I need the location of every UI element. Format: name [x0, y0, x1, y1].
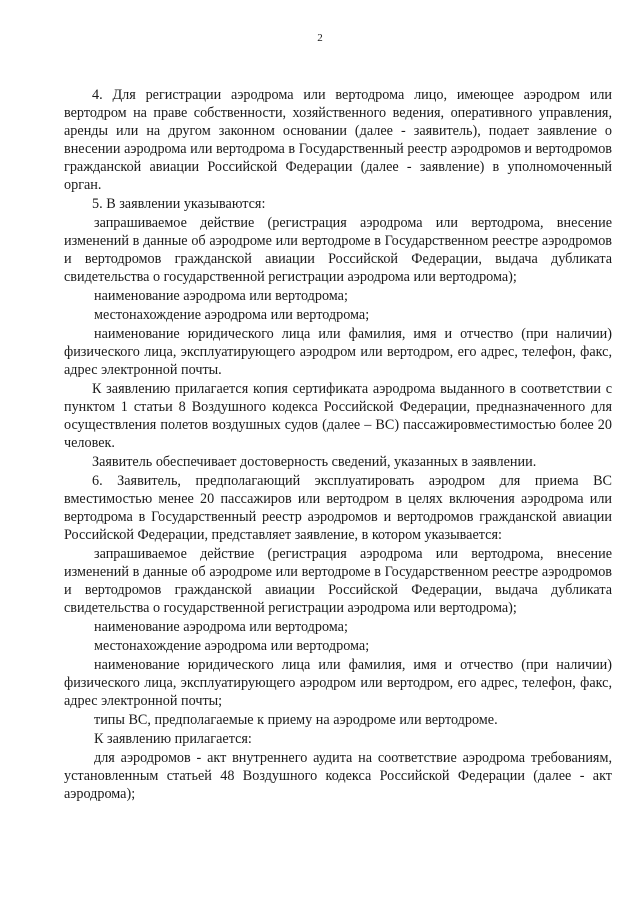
page-number: 2 — [317, 32, 323, 44]
paragraph-6-small-aerodrome: 6. Заявитель, предполагающий эксплуатировать аэродром для приема ВС вместимостью менее 20 пассажиров или вертодром в целях включения аэродрома или вертодрома в Государственный реестр аэродромов и вертодромов гражданской авиации Российской Федерации, представляет заявление, в котором указывается: — [64, 473, 612, 543]
item-internal-audit-act: для аэродромов - акт внутреннего аудита на соответствие аэродрома требованиям, установленным статьей 48 Воздушного кодекса Российской Федерации (далее - акт аэродрома); — [64, 750, 612, 802]
item-operator-details: наименование юридического лица или фамилия, имя и отчество (при наличии) физического лица, эксплуатирующего аэродром или вертодром, его адрес, телефон, факс, адрес электронной почты. — [64, 326, 612, 378]
item-aerodrome-name-2: наименование аэродрома или вертодрома; — [94, 619, 348, 635]
item-requested-action-2: запрашиваемое действие (регистрация аэродрома или вертодрома, внесение изменений в данные об аэродроме или вертодроме в Государственном реестре аэродромов и вертодромов гражданской авиации Российской Федерации, выдача дубликата свидетельства о государственной регистрации аэродрома или вертодрома); — [64, 546, 612, 616]
item-aerodrome-location: местонахождение аэродрома или вертодрома; — [94, 307, 370, 323]
item-operator-details-2: наименование юридического лица или фамилия, имя и отчество (при наличии) физического лица, эксплуатирующего аэродром или вертодром, его адрес, телефон, факс, адрес электронной почты; — [64, 657, 612, 709]
item-requested-action: запрашиваемое действие (регистрация аэродрома или вертодрома, внесение изменений в данные об аэродроме или вертодроме в Государственном реестре аэродромов и вертодромов гражданской авиации Российской Федерации, выдача дубликата свидетельства о государственной регистрации аэродрома или вертодрома); — [64, 215, 612, 285]
paragraph-attachment-heading: К заявлению прилагается: — [94, 731, 252, 747]
item-aerodrome-name: наименование аэродрома или вертодрома; — [94, 288, 348, 304]
paragraph-4-registration: 4. Для регистрации аэродрома или вертодрома лицо, имеющее аэродром или вертодром на праве собственности, хозяйственного ведения, оперативного управления, аренды или на другом законном основании (далее - заявитель), подает заявление о внесении аэродрома или вертодрома в Государственный реестр аэродромов и вертодромов гражданской авиации Российской Федерации (далее - заявление) в уполномоченный орган. — [64, 87, 612, 193]
document-body — [64, 86, 612, 804]
paragraph-attachment-certificate: К заявлению прилагается копия сертификата аэродрома выданного в соответствии с пунктом 1 статьи 8 Воздушного кодекса Российской Федерации, предназначенного для осуществления полетов воздушных судов (далее – ВС) пассажировместимостью более 20 человек. — [64, 381, 612, 451]
paragraph-applicant-accuracy: Заявитель обеспечивает достоверность сведений, указанных в заявлении. — [92, 454, 537, 470]
item-aircraft-types: типы ВС, предполагаемые к приему на аэродроме или вертодроме. — [94, 712, 498, 728]
paragraph-5-heading: 5. В заявлении указываются: — [92, 196, 266, 212]
item-aerodrome-location-2: местонахождение аэродрома или вертодрома; — [94, 638, 370, 654]
